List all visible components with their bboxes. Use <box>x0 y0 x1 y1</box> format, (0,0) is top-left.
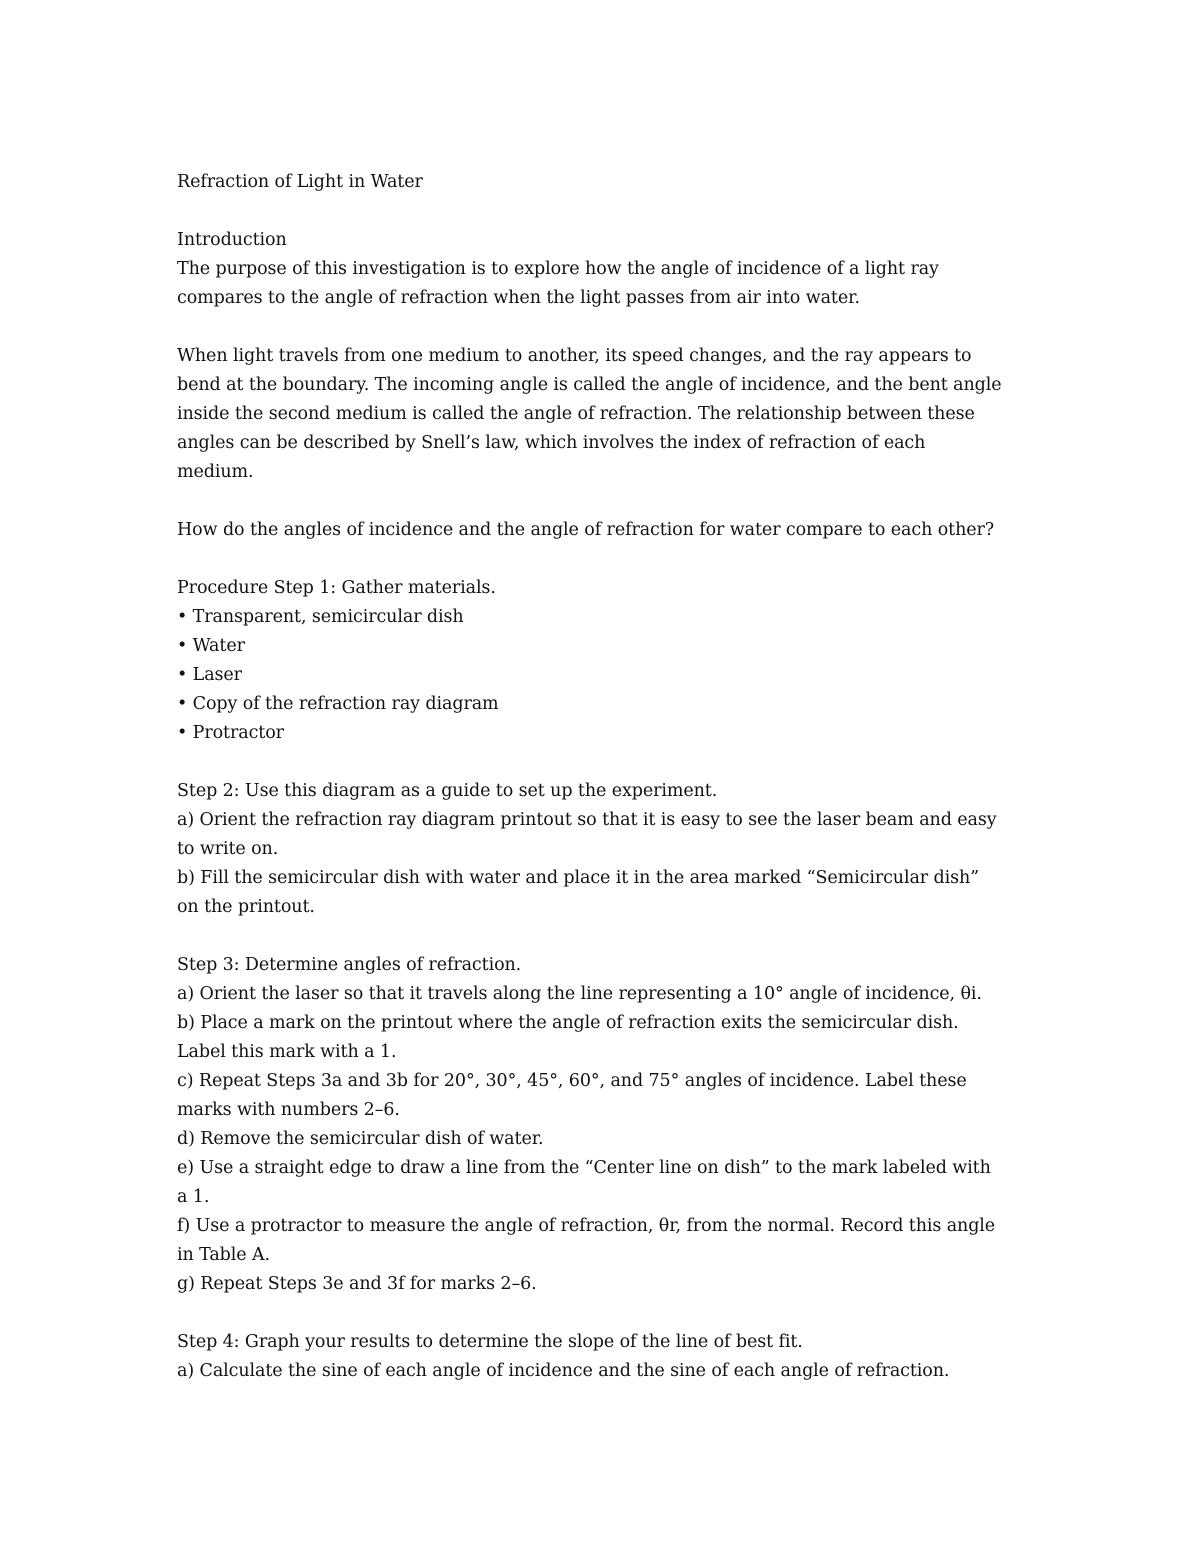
step2-line: b) Fill the semicircular dish with water and place it in the area marked “Semicircular dish” <box>177 868 980 888</box>
spacer <box>177 1299 1037 1328</box>
material-item: • Copy of the refraction ray diagram <box>177 694 499 714</box>
research-question: How do the angles of incidence and the angle of refraction for water compare to each other? <box>177 520 995 540</box>
background-line: When light travels from one medium to another, its speed changes, and the ray appears to <box>177 346 972 366</box>
material-item: • Water <box>177 636 245 656</box>
background-line: medium. <box>177 462 254 482</box>
step3-line: f) Use a protractor to measure the angle of refraction, θr, from the normal. Record this angle <box>177 1216 996 1236</box>
step1-heading: Procedure Step 1: Gather materials. <box>177 578 496 598</box>
background-line: angles can be described by Snell’s law, which involves the index of refraction of each <box>177 433 926 453</box>
purpose-line: The purpose of this investigation is to explore how the angle of incidence of a light ray <box>177 259 939 279</box>
introduction-heading: Introduction <box>177 230 287 250</box>
step3-line: Label this mark with a 1. <box>177 1042 397 1062</box>
background-line: bend at the boundary. The incoming angle is called the angle of incidence, and the bent angle <box>177 375 1002 395</box>
step2-line: to write on. <box>177 839 279 859</box>
spacer <box>177 197 1037 226</box>
step2-line: a) Orient the refraction ray diagram printout so that it is easy to see the laser beam and easy <box>177 810 997 830</box>
document-title: Refraction of Light in Water <box>177 172 423 192</box>
background-line: inside the second medium is called the angle of refraction. The relationship between these <box>177 404 975 424</box>
step3-line: d) Remove the semicircular dish of water. <box>177 1129 544 1149</box>
purpose-line: compares to the angle of refraction when the light passes from air into water. <box>177 288 860 308</box>
document-page <box>177 168 1037 1386</box>
step2-heading: Step 2: Use this diagram as a guide to set up the experiment. <box>177 781 718 801</box>
spacer <box>177 748 1037 777</box>
step4-line: a) Calculate the sine of each angle of incidence and the sine of each angle of refraction. <box>177 1361 950 1381</box>
step3-line: e) Use a straight edge to draw a line from the “Center line on dish” to the mark labeled with <box>177 1158 991 1178</box>
step3-line: c) Repeat Steps 3a and 3b for 20°, 30°, 45°, 60°, and 75° angles of incidence. Label these <box>177 1071 967 1091</box>
material-item: • Transparent, semicircular dish <box>177 607 464 627</box>
step3-heading: Step 3: Determine angles of refraction. <box>177 955 522 975</box>
step3-line: a 1. <box>177 1187 210 1207</box>
step3-line: in Table A. <box>177 1245 270 1265</box>
step4-heading: Step 4: Graph your results to determine the slope of the line of best fit. <box>177 1332 803 1352</box>
spacer <box>177 922 1037 951</box>
step3-line: g) Repeat Steps 3e and 3f for marks 2–6. <box>177 1274 537 1294</box>
material-item: • Protractor <box>177 723 284 743</box>
step3-line: marks with numbers 2–6. <box>177 1100 400 1120</box>
spacer <box>177 487 1037 516</box>
step3-line: b) Place a mark on the printout where the angle of refraction exits the semicircular dish. <box>177 1013 959 1033</box>
material-item: • Laser <box>177 665 242 685</box>
step2-line: on the printout. <box>177 897 315 917</box>
spacer <box>177 545 1037 574</box>
spacer <box>177 313 1037 342</box>
step3-line: a) Orient the laser so that it travels along the line representing a 10° angle of incidence, θi. <box>177 984 982 1004</box>
